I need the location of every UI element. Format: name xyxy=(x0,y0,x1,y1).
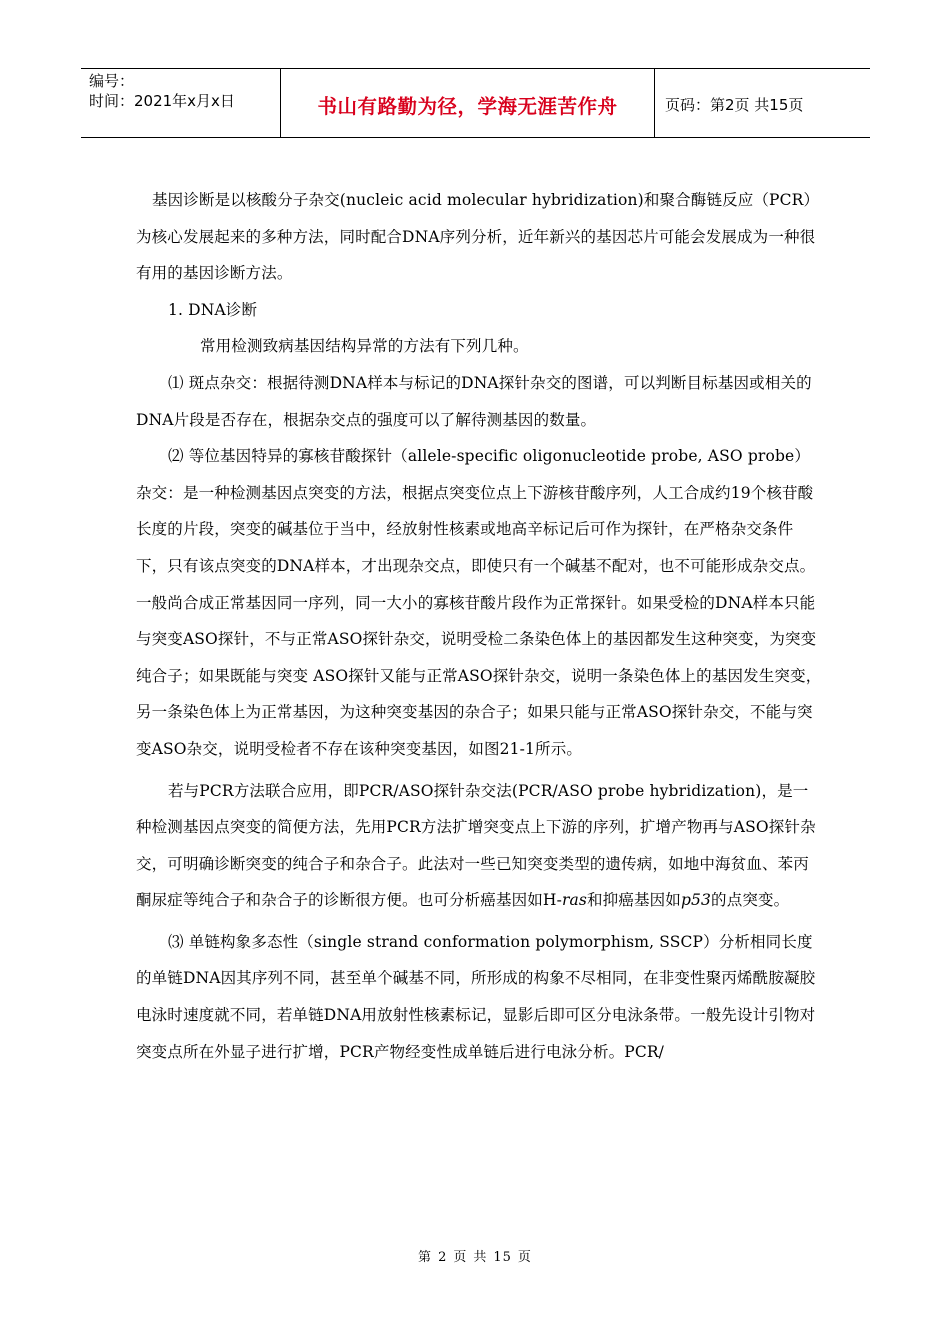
header-meta xyxy=(81,69,281,137)
document-body xyxy=(136,182,822,1070)
pcr-aso-text-b: 和抑癌基因如 xyxy=(587,891,681,910)
document-date: 时间：2021年x月x日 xyxy=(89,92,235,110)
header-page-info: 页码：第2页 共15页 xyxy=(665,95,804,114)
footer-ye-2: 页 xyxy=(517,1250,532,1265)
paragraph-aso-probe: ⑵ 等位基因特异的寡核苷酸探针（allele-specific oligonucleotide probe, ASO probe）杂交：是一种检测基因点突变的方法，根据点突变位点上下游核苷酸序列，人工合成约19个核苷酸长度的片段，突变的碱基位于当中，经放射性核素或地高辛标记后可作为探针，在严格杂交条件下，只有该点突变的DNA样本，才出现杂交点，即使只有一个碱基不配对，也不可能形成杂交点。一般尚合成正常基因同一序列，同一大小的寡核苷酸片段作为正常探针。如果受检的DNA样本只能与突变ASO探针，不与正常ASO探针杂交，说明受检二条染色体上的基因都发生这种突变，为突变纯合子；如果既能与突变 ASO探针又能与正常ASO探针杂交，说明一条染色体上的基因发生突变，另一条染色体上为正常基因，为这种突变基因的杂合子；如果只能与正常ASO探针杂交，不能与突变ASO杂交，说明受检者不存在该种突变基因，如图21-1所示。 xyxy=(136,447,822,758)
paragraph-sscp: ⑶ 单链构象多态性（single strand conformation polymorphism, SSCP）分析相同长度的单链DNA因其序列不同，甚至单个碱基不同，所形成的构象不尽相同，在非变性聚丙烯酰胺凝胶电泳时速度就不同，若单链DNA用放射性核素标记，显影后即可区分电泳条带。一般先设计引物对突变点所在外显子进行扩增，PCR产物经变性成单链后进行电泳分析。PCR/ xyxy=(136,932,816,1061)
gene-ras: ras xyxy=(561,891,588,910)
footer-gong: 共 xyxy=(473,1250,488,1265)
paragraph-dot-blot: ⑴ 斑点杂交：根据待测DNA样本与标记的DNA探针杂交的图谱，可以判断目标基因或相关的DNA片段是否存在，根据杂交点的强度可以了解待测基因的数量。 xyxy=(136,373,812,429)
footer-di: 第 xyxy=(418,1250,433,1265)
gene-p53: p53 xyxy=(680,891,712,910)
footer-page-number: 2 xyxy=(438,1250,448,1265)
paragraph-pcr-aso xyxy=(136,773,822,919)
page-footer xyxy=(0,1246,950,1265)
footer-total-pages: 15 xyxy=(493,1250,512,1265)
header-motto: 书山有路勤为径，学海无涯苦作舟 xyxy=(281,69,655,137)
page-header xyxy=(81,68,870,138)
footer-ye: 页 xyxy=(453,1250,468,1265)
section-heading-dna: 1. DNA诊断 xyxy=(168,300,258,319)
paragraph-intro: 基因诊断是以核酸分子杂交(nucleic acid molecular hybridization)和聚合酶链反应（PCR）为核心发展起来的多种方法，同时配合DNA序列分析，近年新兴的基因芯片可能会发展成为一种很有用的基因诊断方法。 xyxy=(136,191,820,283)
paragraph-methods-intro: 常用检测致病基因结构异常的方法有下列几种。 xyxy=(200,337,529,356)
pcr-aso-text-c: 的点突变。 xyxy=(711,891,790,910)
pcr-aso-text-a: 若与PCR方法联合应用，即PCR/ASO探针杂交法(PCR/ASO probe hybridization)，是一种检测基因点突变的简便方法，先用PCR方法扩增突变点上下游的序列，扩增产物再与ASO探针杂交，可明确诊断突变的纯合子和杂合子。此法对一些已知突变类型的遗传病，如地中海贫血、苯丙酮尿症等纯合子和杂合子的诊断很方便。也可分析癌基因如H- xyxy=(136,781,816,910)
document-number-label: 编号： xyxy=(89,72,135,90)
